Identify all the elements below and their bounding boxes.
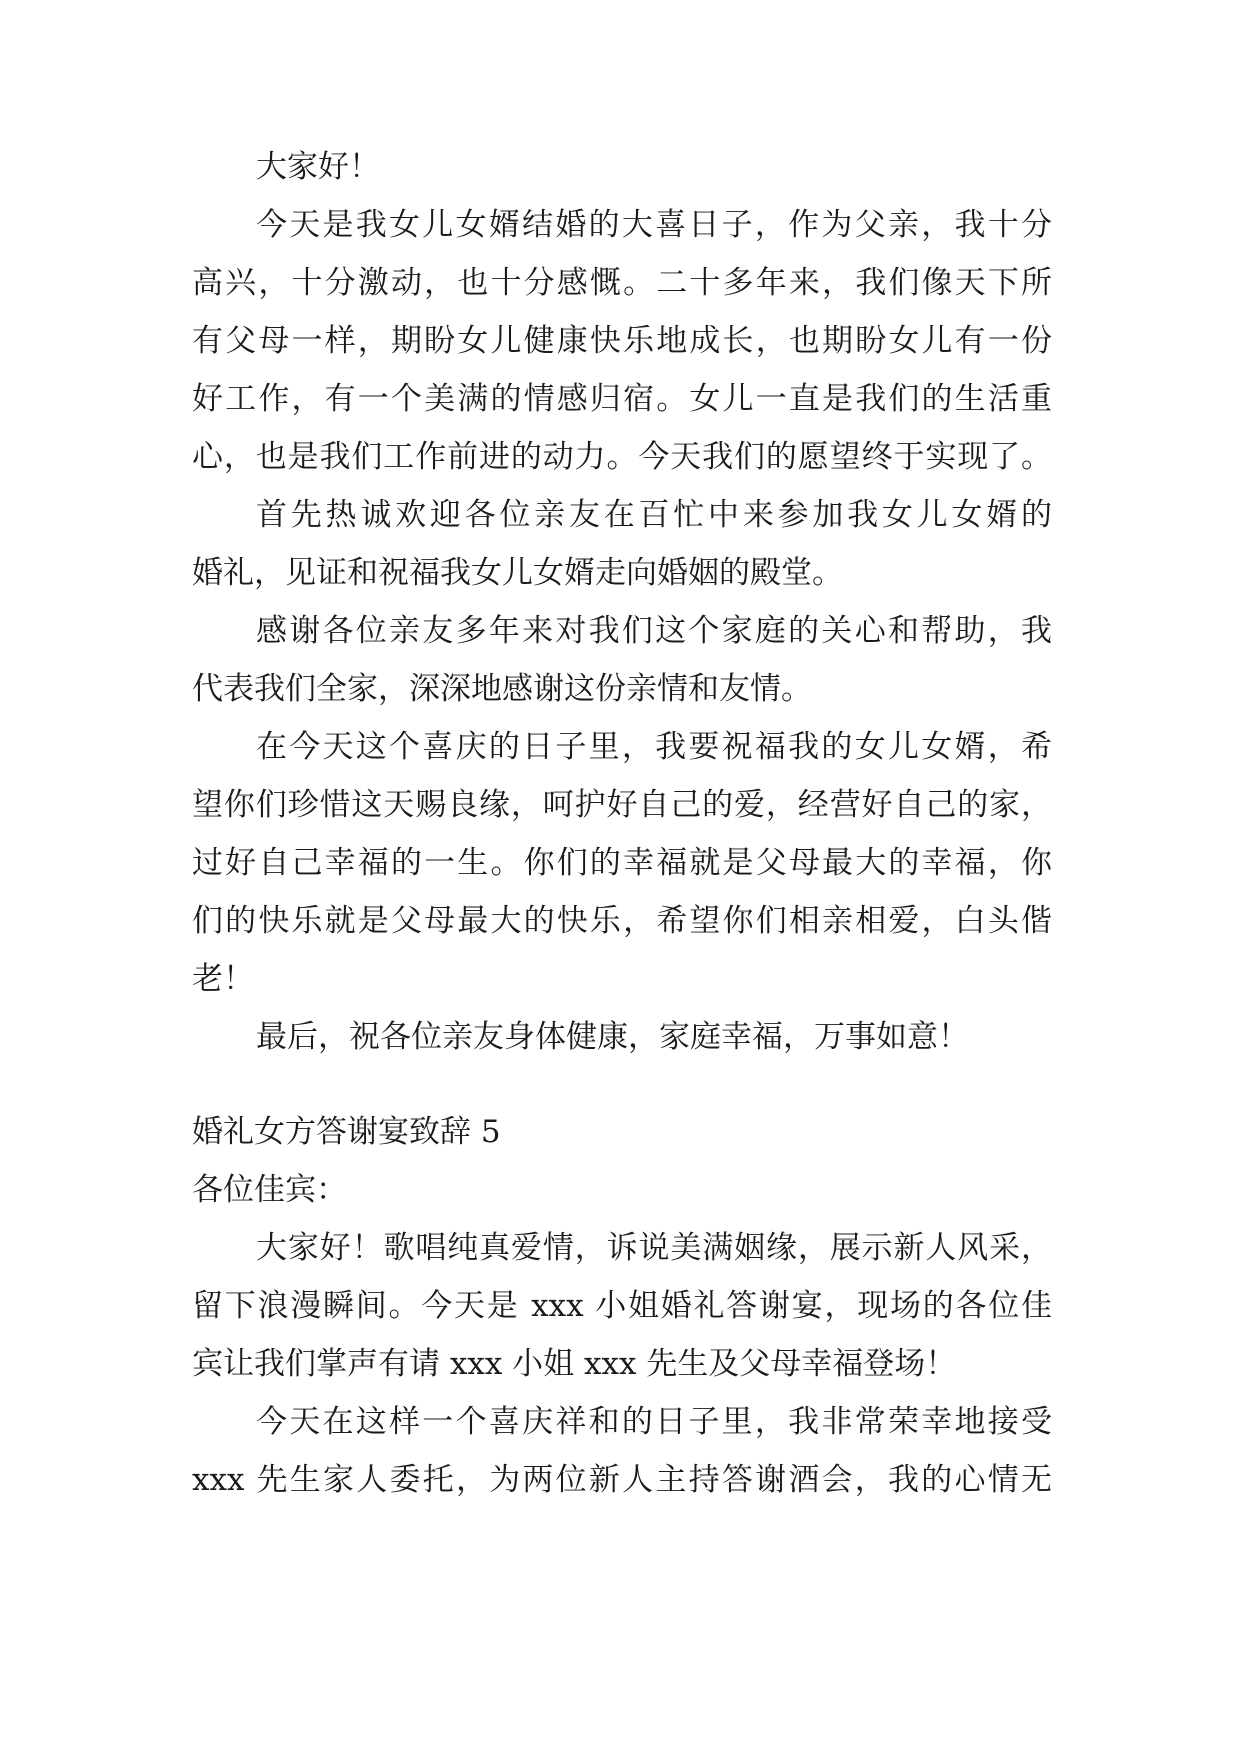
text-line: 们的快乐就是父母最大的快乐，希望你们相亲相爱，白头偕 — [192, 903, 1052, 939]
text-line: 今天是我女儿女婿结婚的大喜日子，作为父亲，我十分 — [256, 207, 1052, 243]
text-line: 心，也是我们工作前进的动力。今天我们的愿望终于实现了。 — [192, 439, 1052, 475]
text-line: 过好自己幸福的一生。你们的幸福就是父母最大的幸福，你 — [192, 845, 1052, 881]
text-line: xxx 先生家人委托，为两位新人主持答谢酒会，我的心情无 — [192, 1462, 1052, 1498]
text-line: 感谢各位亲友多年来对我们这个家庭的关心和帮助，我 — [256, 613, 1052, 649]
text-line: 高兴，十分激动，也十分感慨。二十多年来，我们像天下所 — [192, 265, 1052, 301]
text-line: 首先热诚欢迎各位亲友在百忙中来参加我女儿女婿的 — [256, 497, 1052, 533]
text-line: 今天在这样一个喜庆祥和的日子里，我非常荣幸地接受 — [256, 1404, 1052, 1440]
text-line: 最后，祝各位亲友身体健康，家庭幸福，万事如意！ — [256, 1019, 969, 1055]
text-line: 代表我们全家，深深地感谢这份亲情和友情。 — [192, 671, 812, 707]
text-line: 留下浪漫瞬间。今天是 xxx 小姐婚礼答谢宴，现场的各位佳 — [192, 1288, 1052, 1324]
text-line: 望你们珍惜这天赐良缘，呵护好自己的爱，经营好自己的家， — [192, 787, 1052, 823]
text-line: 婚礼，见证和祝福我女儿女婿走向婚姻的殿堂。 — [192, 555, 843, 591]
section-heading: 婚礼女方答谢宴致辞 5 — [192, 1114, 501, 1150]
text-line: 大家好！歌唱纯真爱情，诉说美满姻缘，展示新人风采， — [256, 1230, 1052, 1266]
text-line: 老！ — [192, 961, 254, 997]
salutation: 各位佳宾： — [192, 1172, 347, 1208]
text-line: 在今天这个喜庆的日子里，我要祝福我的女儿女婿，希 — [256, 729, 1052, 765]
text-line: 好工作，有一个美满的情感归宿。女儿一直是我们的生活重 — [192, 381, 1052, 417]
text-line: 宾让我们掌声有请 xxx 小姐 xxx 先生及父母幸福登场！ — [192, 1346, 957, 1382]
text-line: 有父母一样，期盼女儿健康快乐地成长，也期盼女儿有一份 — [192, 323, 1052, 359]
text-line: 大家好！ — [256, 149, 380, 185]
